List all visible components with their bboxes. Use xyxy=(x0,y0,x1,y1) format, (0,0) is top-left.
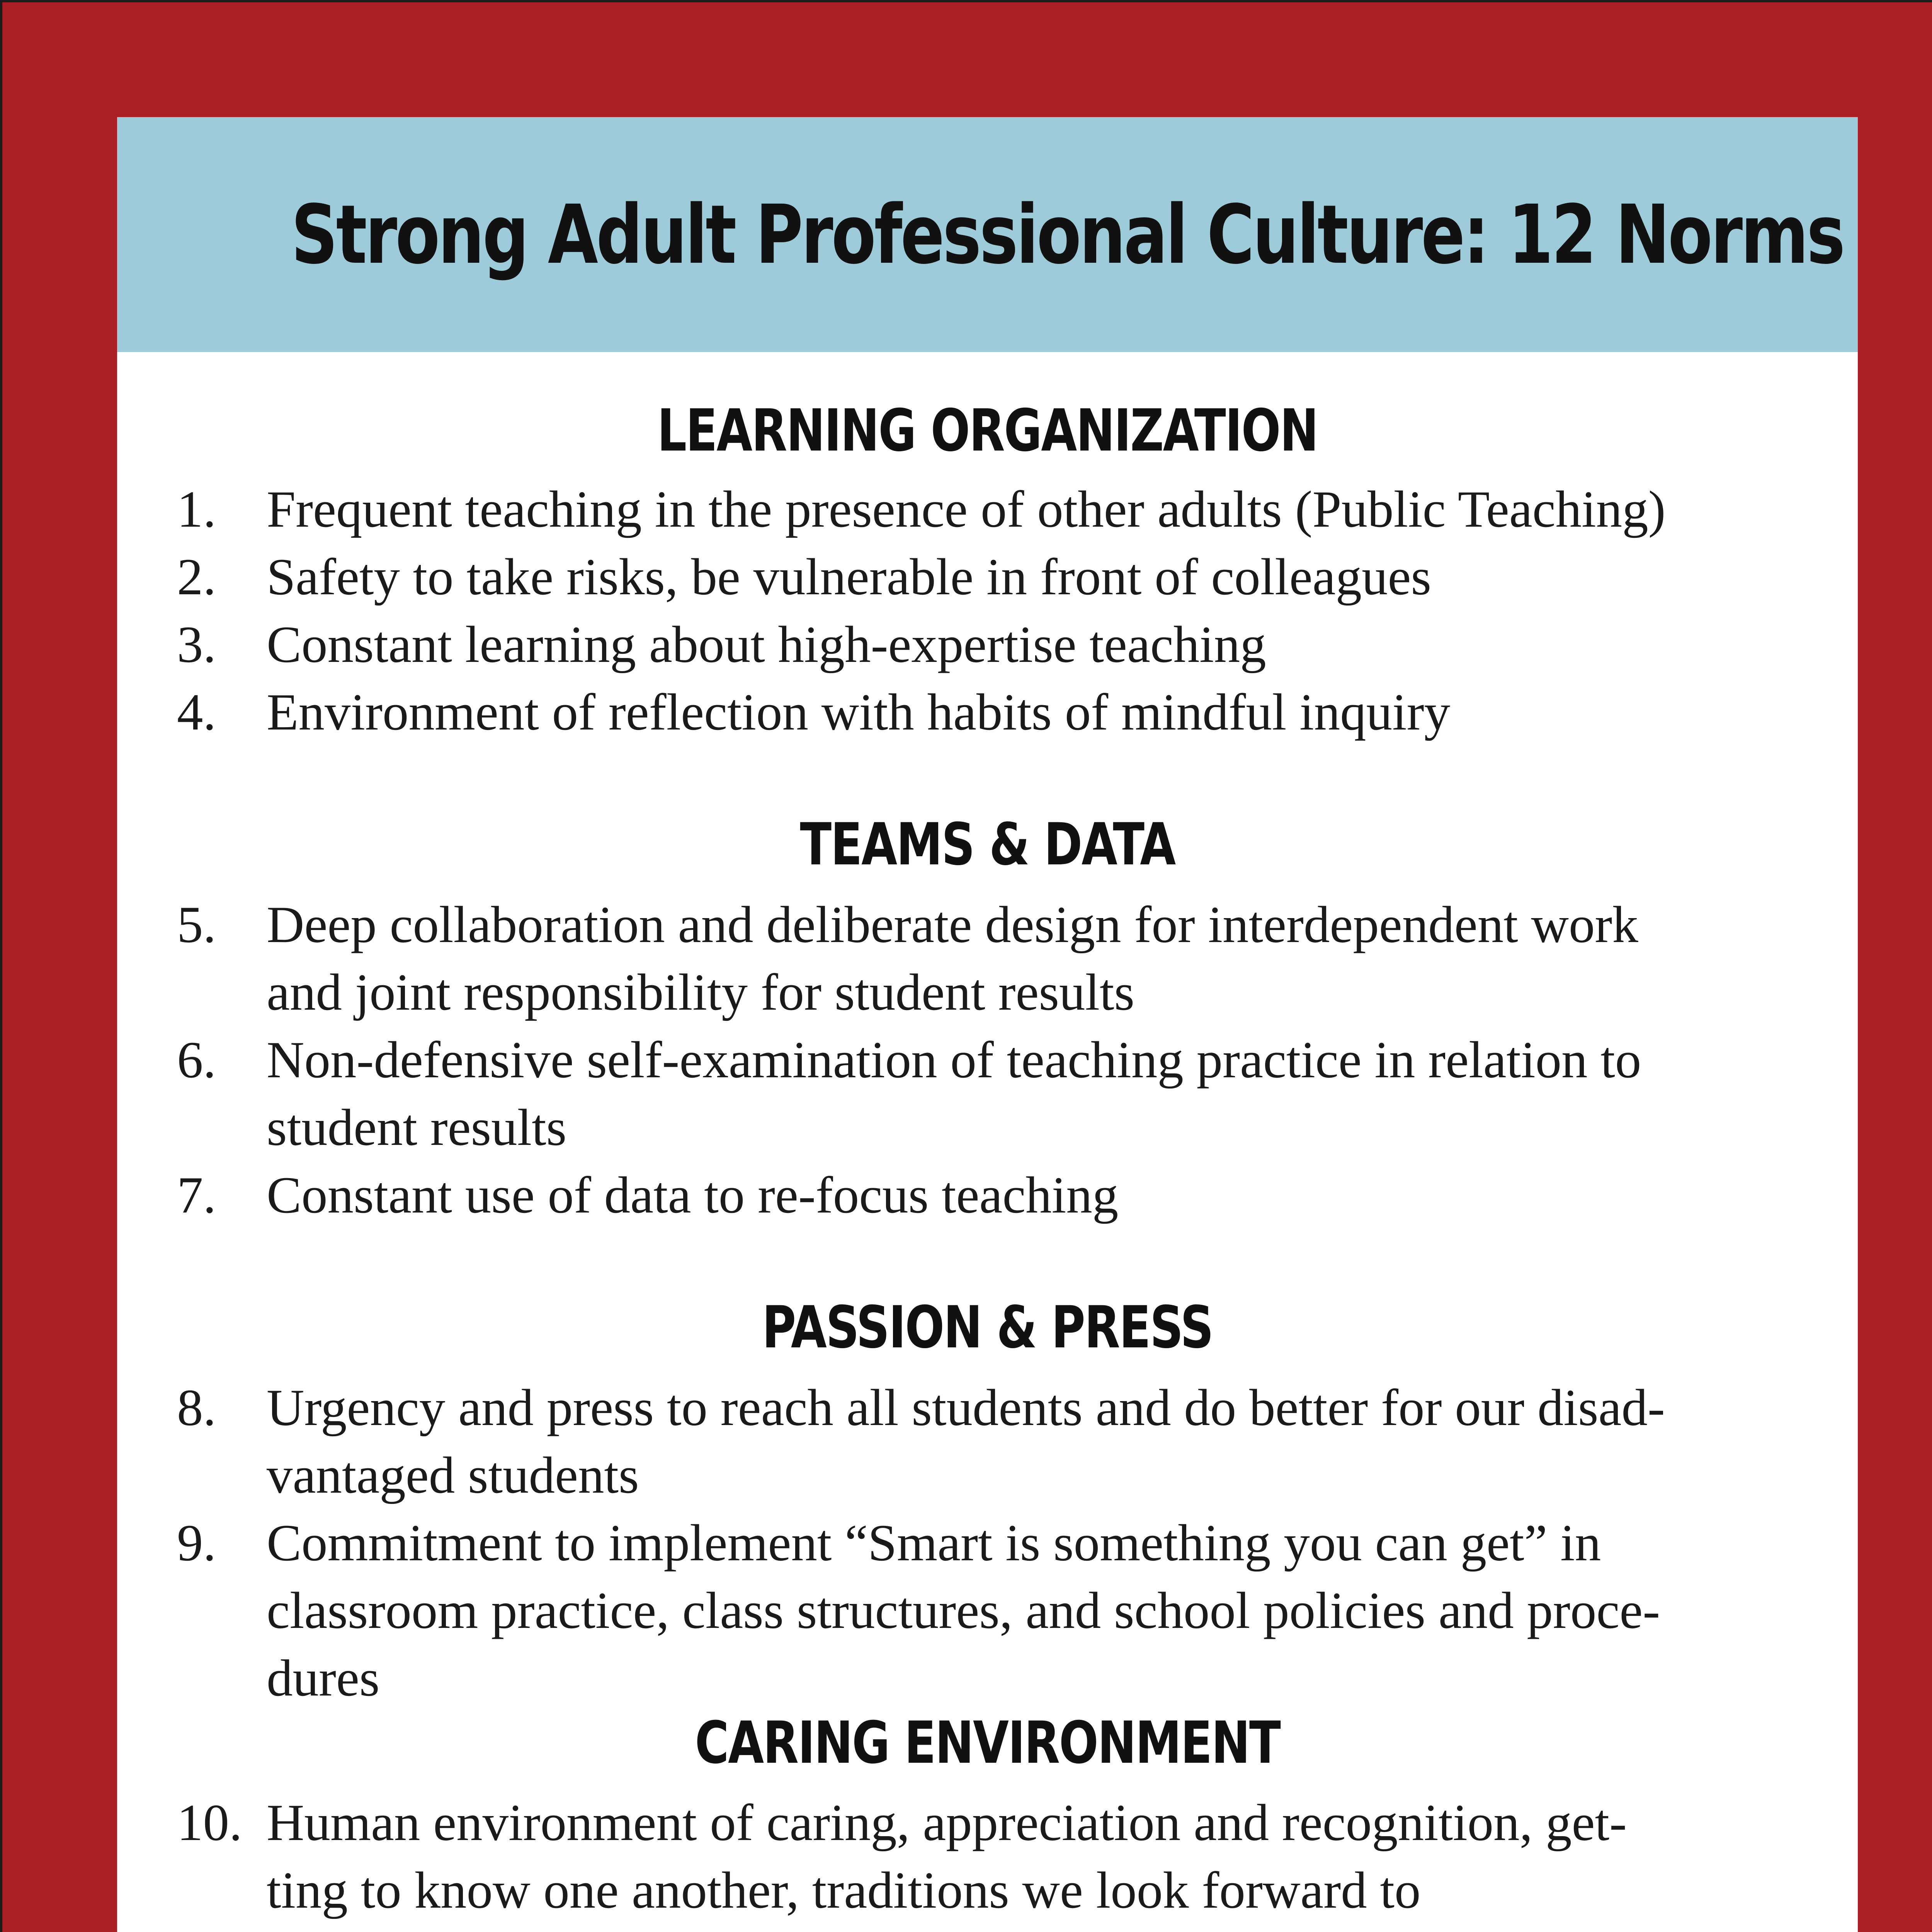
norms-content xyxy=(117,117,1858,1932)
norm-text xyxy=(267,1509,1843,1712)
norm-number: 7. xyxy=(177,1167,216,1224)
norm-text-line: student results xyxy=(267,1099,567,1156)
norm-number: 3. xyxy=(177,616,216,673)
section-heading-caring-environment: CARING ENVIRONMENT xyxy=(695,1709,1280,1777)
norm-text-line: Non-defensive self-examination of teaching practice in relation to xyxy=(267,1031,1641,1089)
norm-text xyxy=(267,679,1843,746)
norm-text-line: Safety to take risks, be vulnerable in front of colleagues xyxy=(267,548,1432,606)
norm-text xyxy=(267,1789,1843,1924)
norm-text-line: dures xyxy=(267,1650,380,1707)
norm-text xyxy=(267,1162,1843,1229)
norm-number: 2. xyxy=(177,548,216,606)
section-heading-learning-organization: LEARNING ORGANIZATION xyxy=(657,397,1318,464)
norm-text-line: Frequent teaching in the presence of other adults (Public Teaching) xyxy=(267,481,1666,538)
norm-text-line: Urgency and press to reach all students and do better for our disad- xyxy=(267,1379,1665,1437)
norm-text xyxy=(267,1374,1843,1509)
norm-text-line: ting to know one another, traditions we look forward to xyxy=(267,1862,1421,1919)
norm-number: 10. xyxy=(177,1794,242,1852)
norm-text-line: classroom practice, class structures, and school policies and proce- xyxy=(267,1582,1660,1639)
norm-text-line: Deep collaboration and deliberate design for interdependent work xyxy=(267,896,1638,954)
norm-number: 5. xyxy=(177,896,216,954)
section-heading-teams-data: TEAMS & DATA xyxy=(800,811,1175,878)
page-title: Strong Adult Professional Culture: 12 Norms xyxy=(291,187,1844,282)
norm-number: 8. xyxy=(177,1379,216,1437)
poster-card xyxy=(117,117,1858,1932)
norm-text-line: Environment of reflection with habits of mindful inquiry xyxy=(267,684,1451,741)
norm-text xyxy=(267,543,1843,611)
norm-text xyxy=(267,611,1843,679)
norm-text-line: Human environment of caring, appreciation and recognition, get- xyxy=(267,1794,1627,1852)
norm-number: 1. xyxy=(177,481,216,538)
norm-text xyxy=(267,1026,1843,1162)
norm-number: 6. xyxy=(177,1031,216,1089)
norm-text-line: Constant learning about high-expertise teaching xyxy=(267,616,1266,673)
section-heading-passion-press: PASSION & PRESS xyxy=(762,1294,1213,1361)
norm-text-line: Commitment to implement “Smart is something you can get” in xyxy=(267,1514,1601,1572)
norm-text xyxy=(267,891,1843,1026)
norm-text-line: and joint responsibility for student results xyxy=(267,964,1135,1021)
norm-number: 9. xyxy=(177,1514,216,1572)
norm-text-line: Constant use of data to re-focus teaching xyxy=(267,1167,1119,1224)
norm-text-line: vantaged students xyxy=(267,1447,639,1504)
norm-number: 4. xyxy=(177,684,216,741)
norm-text xyxy=(267,476,1843,543)
